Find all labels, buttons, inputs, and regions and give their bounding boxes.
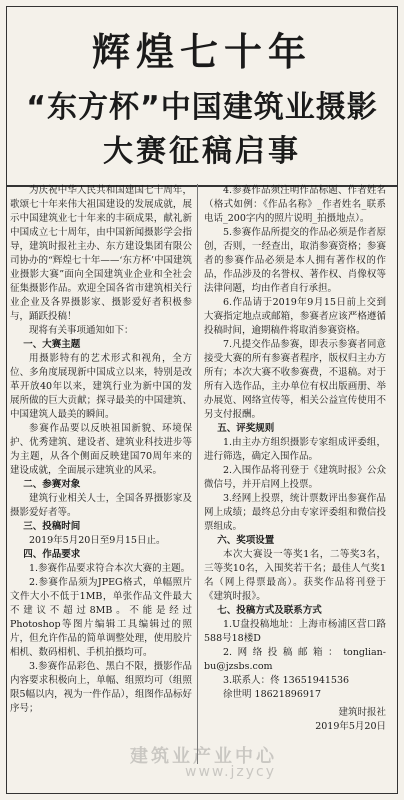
paragraph: 为庆祝中华人民共和国建国七十周年，歌颂七十年来伟大祖国建设的发展成就，展示中国建筑业七十年来的丰硕成果，献礼新中国成立七十周年，由中国新闻摄影学会指导，建筑时报社主办、东方建设集团有限公司协办的“辉煌七十年——‘东方杯’中国建筑业摄影大赛”面向全国建筑业企业和全社会征集摄影作品。欢迎全国各省市建筑相关行业企业及各界摄影家、摄影爱好者积极参与，踊跃投稿！	[10, 185, 192, 322]
paragraph: 6.作品请于2019年9月15日前上交到大赛指定地点或邮箱，参赛者应该严格遵循投稿时间，逾期稿件将取消参赛资格。	[204, 297, 386, 336]
paragraph: 建筑行业相关人士，全国各界摄影家及摄影爱好者等。	[10, 493, 192, 518]
paragraph: 参赛作品要以反映祖国新貌、环境保护、优秀建筑、建设者、建筑业科技进步等为主题，从各个侧面反映建国70周年来的建设成就，全面展示建筑业的风采。	[10, 423, 192, 476]
title-line-3: 大赛征稿启事	[103, 134, 301, 169]
section-heading: 二、参赛对象	[23, 479, 81, 490]
section-heading: 一、大赛主题	[23, 339, 81, 350]
title-line-1: 辉煌七十年	[91, 30, 312, 74]
right-column	[204, 184, 386, 790]
paragraph: 2.入围作品将刊登于《建筑时报》公众微信号，并开启网上投票。	[204, 465, 386, 490]
paragraph: 1.由主办方组织摄影专家组成评委组，进行筛选，确定入围作品。	[204, 437, 386, 462]
watermark-url: www.jzycy	[185, 764, 277, 780]
column-divider	[197, 184, 198, 764]
signature-block	[204, 706, 386, 734]
signature-date: 2019年5月20日	[315, 721, 386, 732]
section-heading: 六、奖项设置	[217, 535, 275, 546]
paragraph: 3.经网上投票，统计票数评出参赛作品网上成绩；最终总分由专家评委组和微信投票组成。	[204, 493, 386, 532]
title-line-2: “东方杯”中国建筑业摄影	[26, 90, 378, 125]
paragraph: 2.网络投稿邮箱：tonglian-bu@jzsbs.com	[204, 647, 386, 672]
paragraph: 2.参赛作品须为JPEG格式，单幅照片文件大小不低于1MB，单张作品文件最大不建议不超过8MB。不能是经过Photoshop等图片编辑工具编辑过的照片，但允许作品的简单调整处理，使用胶片相机、数码相机、手机拍摄均可。	[10, 577, 192, 658]
notice-header	[7, 7, 397, 187]
left-column	[10, 184, 192, 790]
signature-org: 建筑时报社	[338, 707, 386, 718]
paragraph: 徐世明 18621896917	[223, 689, 322, 700]
paragraph: 1.参赛作品要求符合本次大赛的主题。	[29, 563, 191, 574]
paragraph: 本次大赛设一等奖1名，二等奖3名，三等奖10名，入围奖若干名；最佳人气奖1名（网上得票最高）。获奖作品将刊登于《建筑时报》。	[204, 549, 386, 602]
paragraph: 3.联系人：佟 13651941536	[223, 675, 350, 686]
paragraph: 7.凡提交作品参赛，即表示参赛者同意接受大赛的所有参赛者程序，版权归主办方所有；本次大赛不收参赛费，不退稿。对于所有入选作品，主办单位有权出版画册、举办展览、网络宣传等，相关公益宣传使用不另支付报酬。	[204, 339, 386, 420]
paragraph: 现将有关事项通知如下：	[29, 325, 134, 336]
section-heading: 四、作品要求	[23, 549, 81, 560]
section-heading: 三、投稿时间	[23, 521, 81, 532]
paragraph: 1.U盘投稿地址：上海市杨浦区营口路588号18楼D	[204, 619, 386, 644]
section-heading: 五、评奖规则	[217, 423, 275, 434]
watermark-text: 建筑业产业中心	[130, 746, 277, 767]
paragraph: 3.参赛作品彩色、黑白不限，摄影作品内容要求积极向上，单幅、组照均可（组照限5幅以内，视为一件作品），组图作品标好序号；	[10, 661, 192, 714]
paragraph: 5.参赛作品所提交的作品必须是作者原创，否则，一经查出，取消参赛资格；参赛者的参赛作品必须是本人拥有著作权的作品，作品涉及的名誉权、著作权、肖像权等法律问题，均由作者自行承担。	[204, 227, 386, 294]
paragraph: 2019年5月20日至9月15日止。	[29, 535, 166, 546]
paragraph: 4.参赛作品须注明作品标题、作者姓名（格式如例：《作品名称》_作者姓名_联系电话_200字内的照片说明_拍摄地点）。	[204, 185, 386, 224]
section-heading: 七、投稿方式及联系方式	[217, 605, 322, 616]
paragraph: 用摄影特有的艺术形式和视角，全方位、多角度展现新中国成立以来，特别是改革开放40年以来，建筑行业为新中国的发展所做的巨大贡献；探寻最美的中国建筑、中国建筑人最美的瞬间。	[10, 353, 192, 420]
